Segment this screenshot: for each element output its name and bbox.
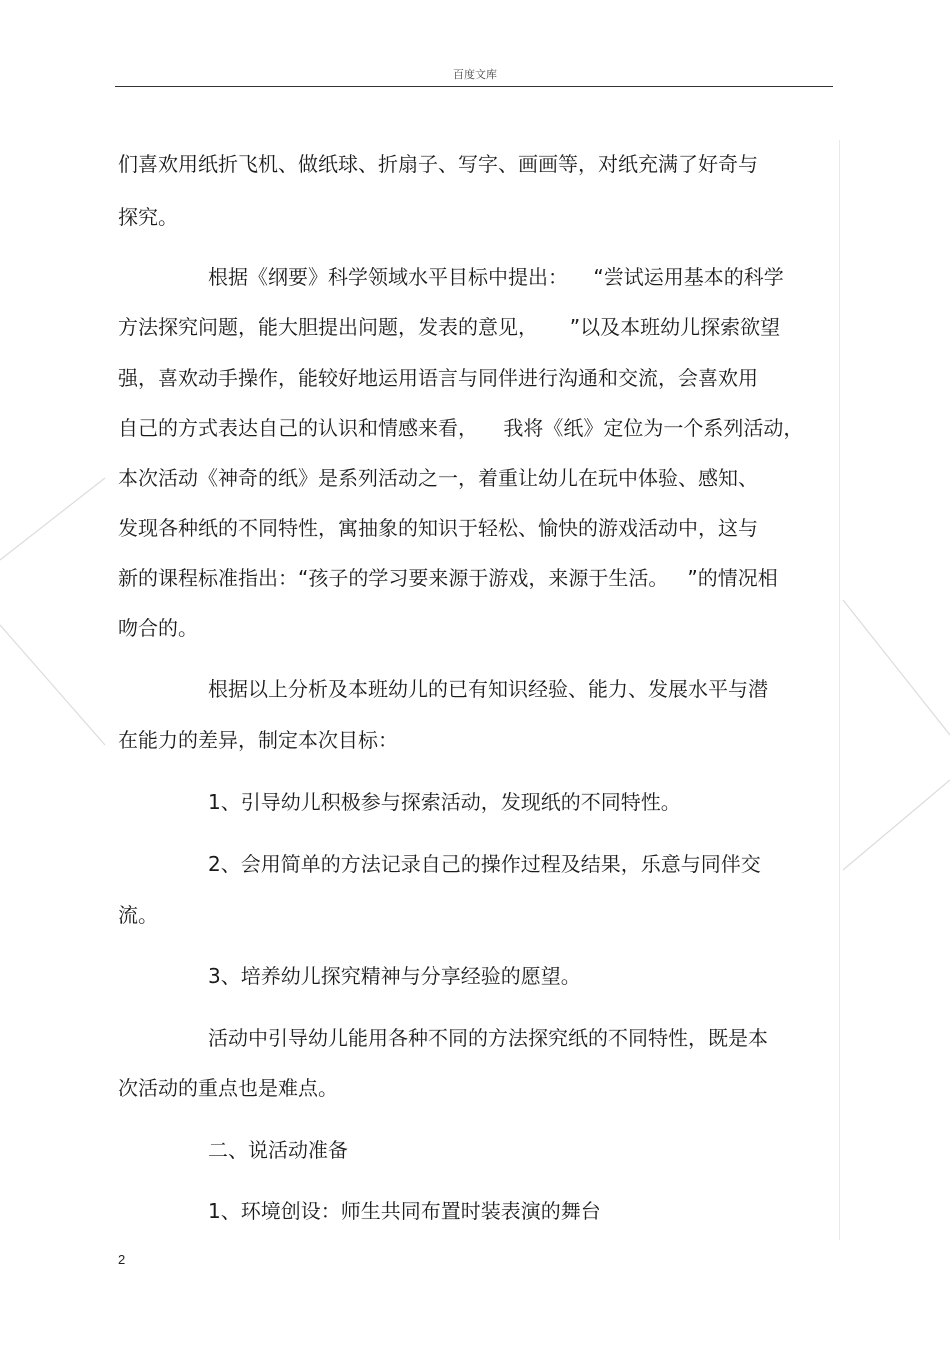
body-line: 2、会用简单的方法记录自己的操作过程及结果，乐意与同伴交 [208,852,761,876]
body-line: 流。 [118,903,158,927]
body-line: 自己的方式表达自己的认识和情感来看， 我将《纸》定位为一个系列活动， [118,416,804,440]
body-line: 活动中引导幼儿能用各种不同的方法探究纸的不同特性，既是本 [208,1026,768,1050]
body-line: 根据《纲要》科学领域水平目标中提出： “尝试运用基本的科学 [208,265,784,289]
body-line: 在能力的差异，制定本次目标： [118,728,398,752]
body-line: 1、环境创设：师生共同布置时装表演的舞台 [208,1199,601,1223]
page-number: 2 [118,1252,126,1267]
body-line: 根据以上分析及本班幼儿的已有知识经验、能力、发展水平与潜 [208,677,768,701]
body-line: 本次活动《神奇的纸》是系列活动之一，着重让幼儿在玩中体验、感知、 [118,466,758,490]
header-title: 百度文库 [453,68,497,81]
body-line: 们喜欢用纸折飞机、做纸球、折扇子、写字、画画等，对纸充满了好奇与 [118,152,758,176]
body-line: 吻合的。 [118,616,198,640]
body-line: 次活动的重点也是难点。 [118,1076,338,1100]
body-line: 1、引导幼儿积极参与探索活动，发现纸的不同特性。 [208,790,681,814]
body-line: 二、说活动准备 [208,1138,348,1162]
body-line: 方法探究问题，能大胆提出问题，发表的意见， ”以及本班幼儿探索欲望 [118,315,781,339]
body-line: 发现各种纸的不同特性，寓抽象的知识于轻松、愉快的游戏活动中，这与 [118,516,758,540]
header-divider [115,86,833,87]
right-margin-line [839,140,840,1240]
body-line: 新的课程标准指出：“孩子的学习要来源于游戏，来源于生活。 ”的情况相 [118,566,778,590]
body-line: 探究。 [118,205,178,229]
body-line: 3、培养幼儿探究精神与分享经验的愿望。 [208,964,581,988]
body-line: 强，喜欢动手操作，能较好地运用语言与同伴进行沟通和交流，会喜欢用 [118,366,758,390]
